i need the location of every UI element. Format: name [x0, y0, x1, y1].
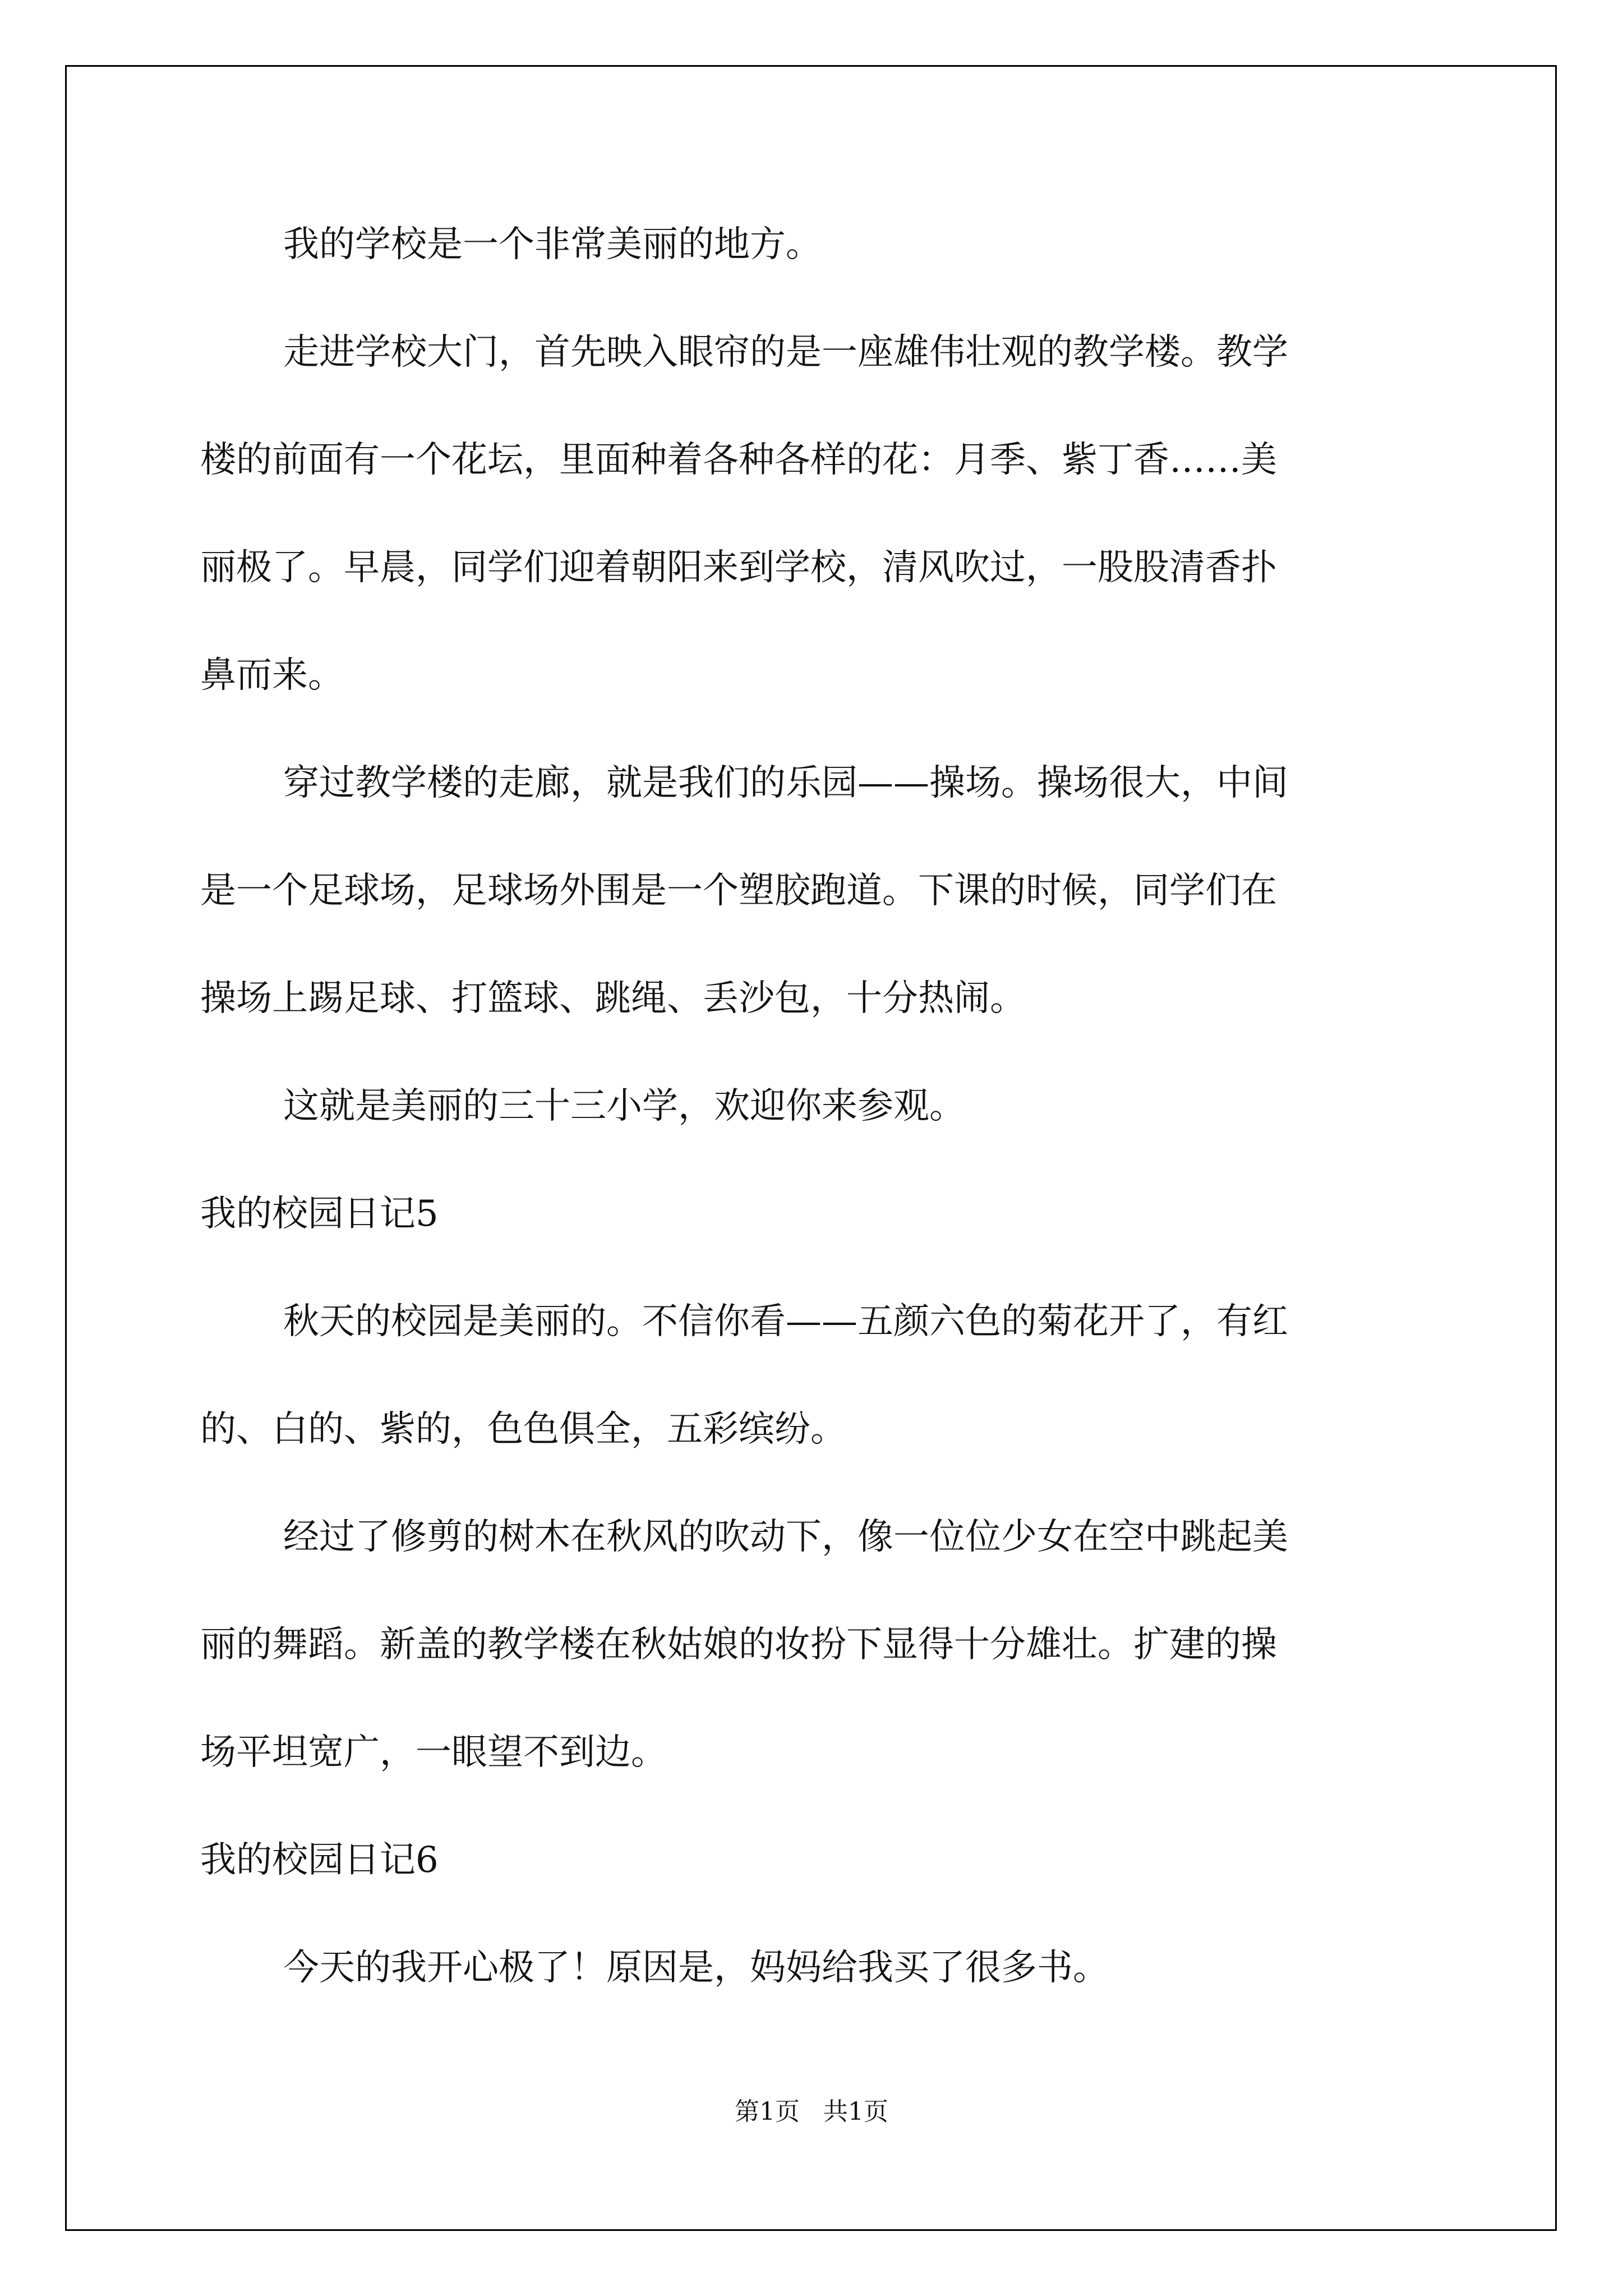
text-line: 穿过教学楼的走廊，就是我们的乐园——操场。操场很大，中间 [283, 762, 1288, 804]
text-line: 秋天的校园是美丽的。不信你看——五颜六色的菊花开了，有红 [283, 1301, 1288, 1342]
text-line: 今天的我开心极了！原因是，妈妈给我买了很多书。 [283, 1947, 1109, 1989]
paragraph-intro [200, 191, 1434, 298]
text-line: 丽极了。早晨，同学们迎着朝阳来到学校，清风吹过，一股股清香扑 [200, 547, 1277, 588]
text-line: 这就是美丽的三十三小学，欢迎你来参观。 [283, 1085, 965, 1127]
page-footer [0, 2091, 1623, 2127]
text-line: 场平坦宽广，一眼望不到边。 [200, 1732, 667, 1773]
paragraph-trees [200, 1483, 1434, 1806]
heading-text: 我的校园日记6 [200, 1839, 439, 1881]
document-body [200, 191, 1434, 2022]
text-line: 丽的舞蹈。新盖的教学楼在秋姑娘的妆扮下显得十分雄壮。扩建的操 [200, 1624, 1277, 1665]
paragraph-books [200, 1914, 1434, 2022]
page-number: 第1页 [735, 2097, 800, 2126]
paragraph-playground [200, 729, 1434, 1052]
paragraph-building [200, 298, 1434, 729]
diary-heading-5 [200, 1160, 1434, 1268]
text-line: 操场上踢足球、打篮球、跳绳、丢沙包，十分热闹。 [200, 978, 1026, 1019]
text-line: 的、白的、紫的，色色俱全，五彩缤纷。 [200, 1409, 846, 1450]
paragraph-welcome [200, 1052, 1434, 1160]
text-line: 经过了修剪的树木在秋风的吹动下，像一位位少女在空中跳起美 [283, 1516, 1288, 1558]
text-line: 鼻而来。 [200, 655, 344, 696]
paragraph-autumn [200, 1268, 1434, 1483]
heading-text: 我的校园日记5 [200, 1193, 439, 1235]
diary-heading-6 [200, 1806, 1434, 1914]
text-line: 走进学校大门，首先映入眼帘的是一座雄伟壮观的教学楼。教学 [283, 332, 1288, 373]
text-line: 楼的前面有一个花坛，里面种着各种各样的花：月季、紫丁香……美 [200, 439, 1277, 481]
page-total: 共1页 [823, 2097, 888, 2126]
text-line: 是一个足球场，足球场外围是一个塑胶跑道。下课的时候，同学们在 [200, 870, 1277, 912]
text-line: 我的学校是一个非常美丽的地方。 [283, 224, 822, 265]
